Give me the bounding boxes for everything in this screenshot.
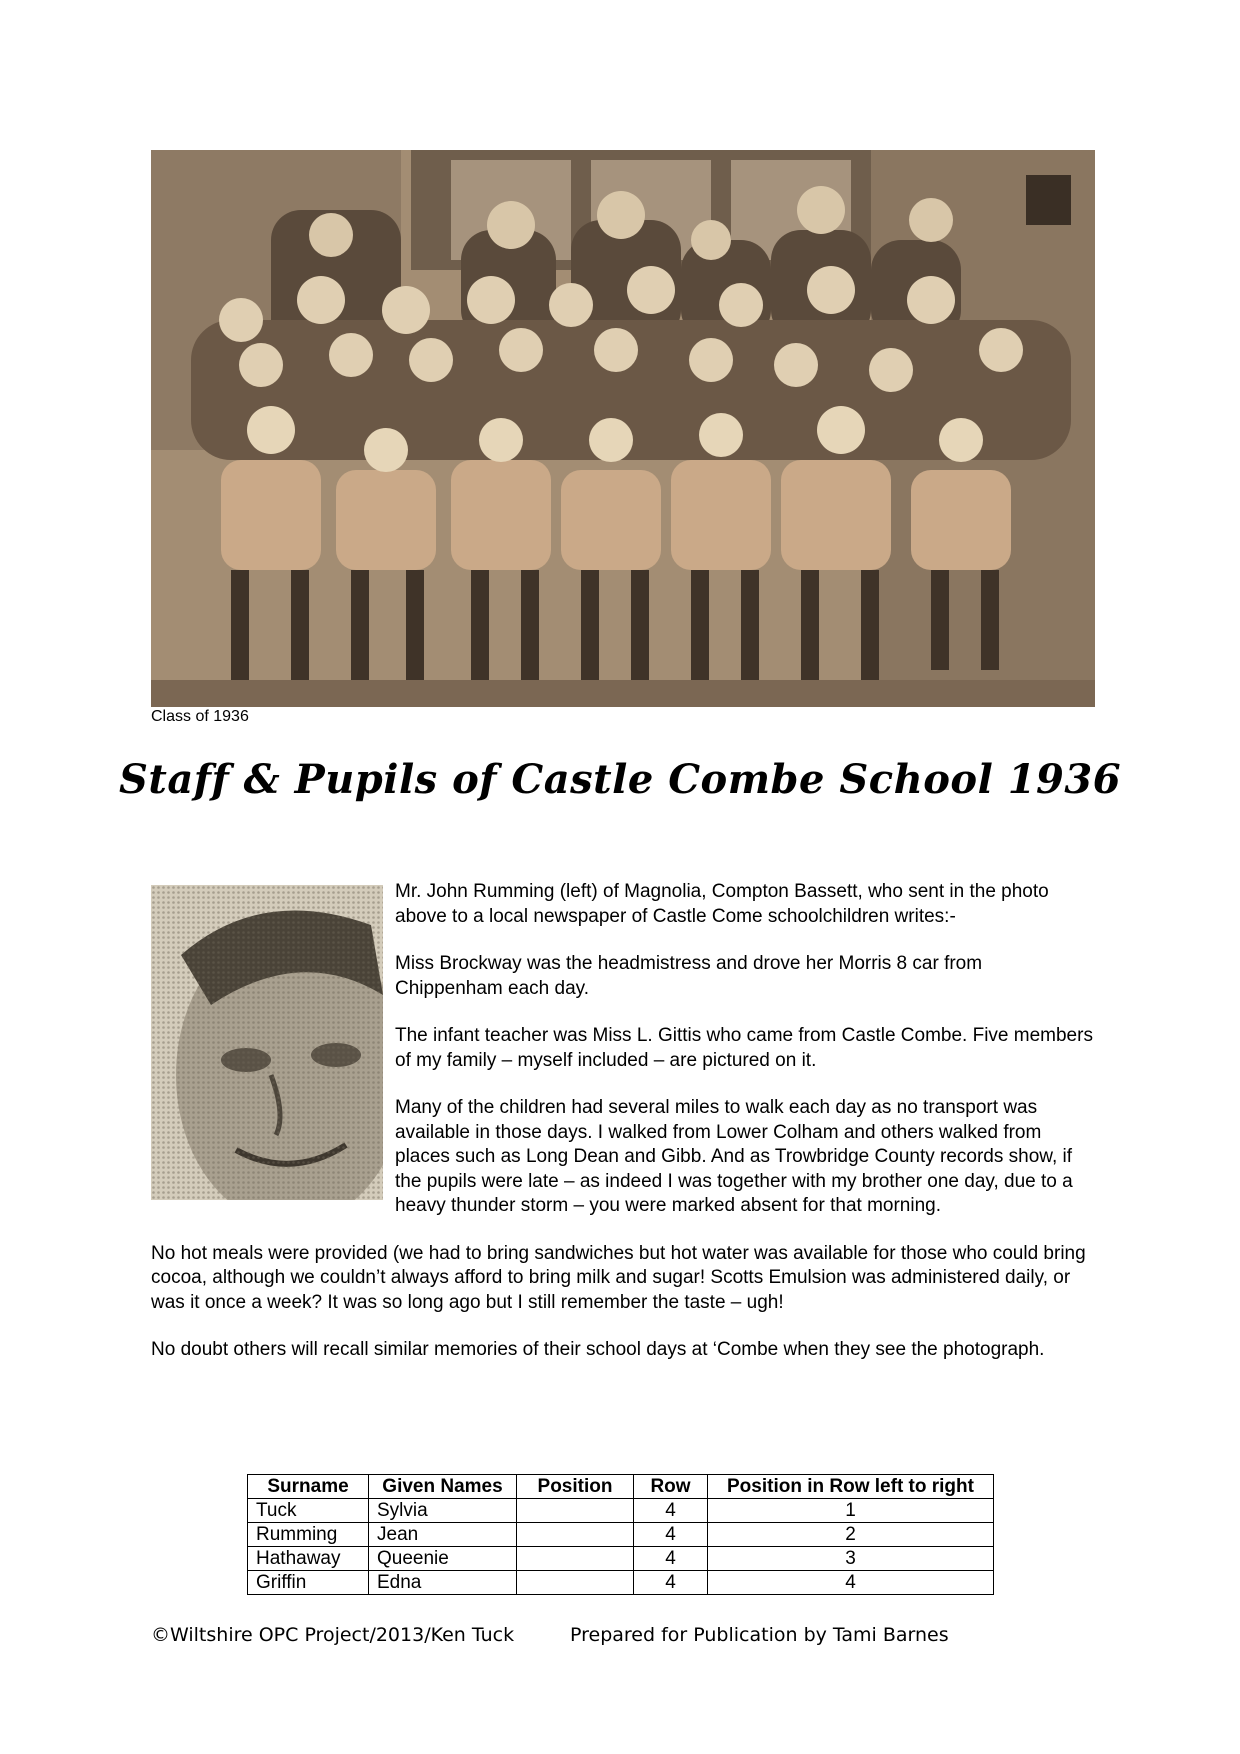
- table-cell: Griffin: [248, 1571, 369, 1595]
- table-cell: [517, 1571, 634, 1595]
- table-row: [248, 1547, 994, 1571]
- table-cell: Edna: [369, 1571, 517, 1595]
- table-cell: Jean: [369, 1523, 517, 1547]
- paragraph: No hot meals were provided (we had to bring sandwiches but hot water was available for those who could bring cocoa, although we couldn’t always afford to bring milk and sugar! Scotts Emulsion was administered daily, or was it once a week? It was so long ago but I still remember the taste – ugh!: [151, 1242, 1086, 1313]
- table-cell: Queenie: [369, 1547, 517, 1571]
- paragraph: Many of the children had several miles to walk each day as no transport was available in those days. I walked from Lower Colham and others walked from places such as Long Dean and Gibb. And as Trowbridge County records show, if the pupils were late – as indeed I was together with my brother one day, due to a heavy thunder storm – you were marked absent for that morning.: [395, 1097, 1073, 1216]
- paragraph: The infant teacher was Miss L. Gittis who came from Castle Combe. Five members of my family – myself included – are pictured on it.: [395, 1025, 1093, 1071]
- table-row: [248, 1523, 994, 1547]
- table-cell: Hathaway: [248, 1547, 369, 1571]
- table-cell: 4: [634, 1499, 708, 1523]
- column-header: Row: [634, 1475, 708, 1499]
- table-cell: 4: [634, 1523, 708, 1547]
- paragraph: Mr. John Rumming (left) of Magnolia, Compton Bassett, who sent in the photo above to a local newspaper of Castle Come schoolchildren writes:-: [395, 881, 1049, 927]
- page-title: Staff & Pupils of Castle Combe School 1936: [118, 756, 1122, 803]
- table-cell: 4: [634, 1571, 708, 1595]
- table-cell: [517, 1499, 634, 1523]
- table-row: [248, 1499, 994, 1523]
- column-header: Position: [517, 1475, 634, 1499]
- table-header-row: [248, 1475, 994, 1499]
- footer-copyright: ©Wiltshire OPC Project/2013/Ken Tuck: [151, 1624, 515, 1646]
- portrait-photo: [151, 885, 383, 1200]
- class-photo: [151, 150, 1095, 707]
- table-cell: Rumming: [248, 1523, 369, 1547]
- column-header: Position in Row left to right: [708, 1475, 994, 1499]
- table-cell: Tuck: [248, 1499, 369, 1523]
- table-cell: 2: [708, 1523, 994, 1547]
- table-cell: [517, 1547, 634, 1571]
- footer-prepared-by: Prepared for Publication by Tami Barnes: [570, 1624, 949, 1646]
- table-cell: 3: [708, 1547, 994, 1571]
- paragraph: No doubt others will recall similar memories of their school days at ‘Combe when they see the photograph.: [151, 1339, 1045, 1360]
- paragraph: Miss Brockway was the headmistress and drove her Morris 8 car from Chippenham each day.: [395, 953, 983, 999]
- table-cell: 4: [634, 1547, 708, 1571]
- article-body: [151, 880, 1095, 1386]
- table-cell: 1: [708, 1499, 994, 1523]
- column-header: Surname: [248, 1475, 369, 1499]
- pupil-names-table: [247, 1474, 994, 1595]
- table-row: [248, 1571, 994, 1595]
- table-cell: 4: [708, 1571, 994, 1595]
- photo-caption: Class of 1936: [151, 708, 249, 725]
- table-cell: [517, 1523, 634, 1547]
- table-cell: Sylvia: [369, 1499, 517, 1523]
- column-header: Given Names: [369, 1475, 517, 1499]
